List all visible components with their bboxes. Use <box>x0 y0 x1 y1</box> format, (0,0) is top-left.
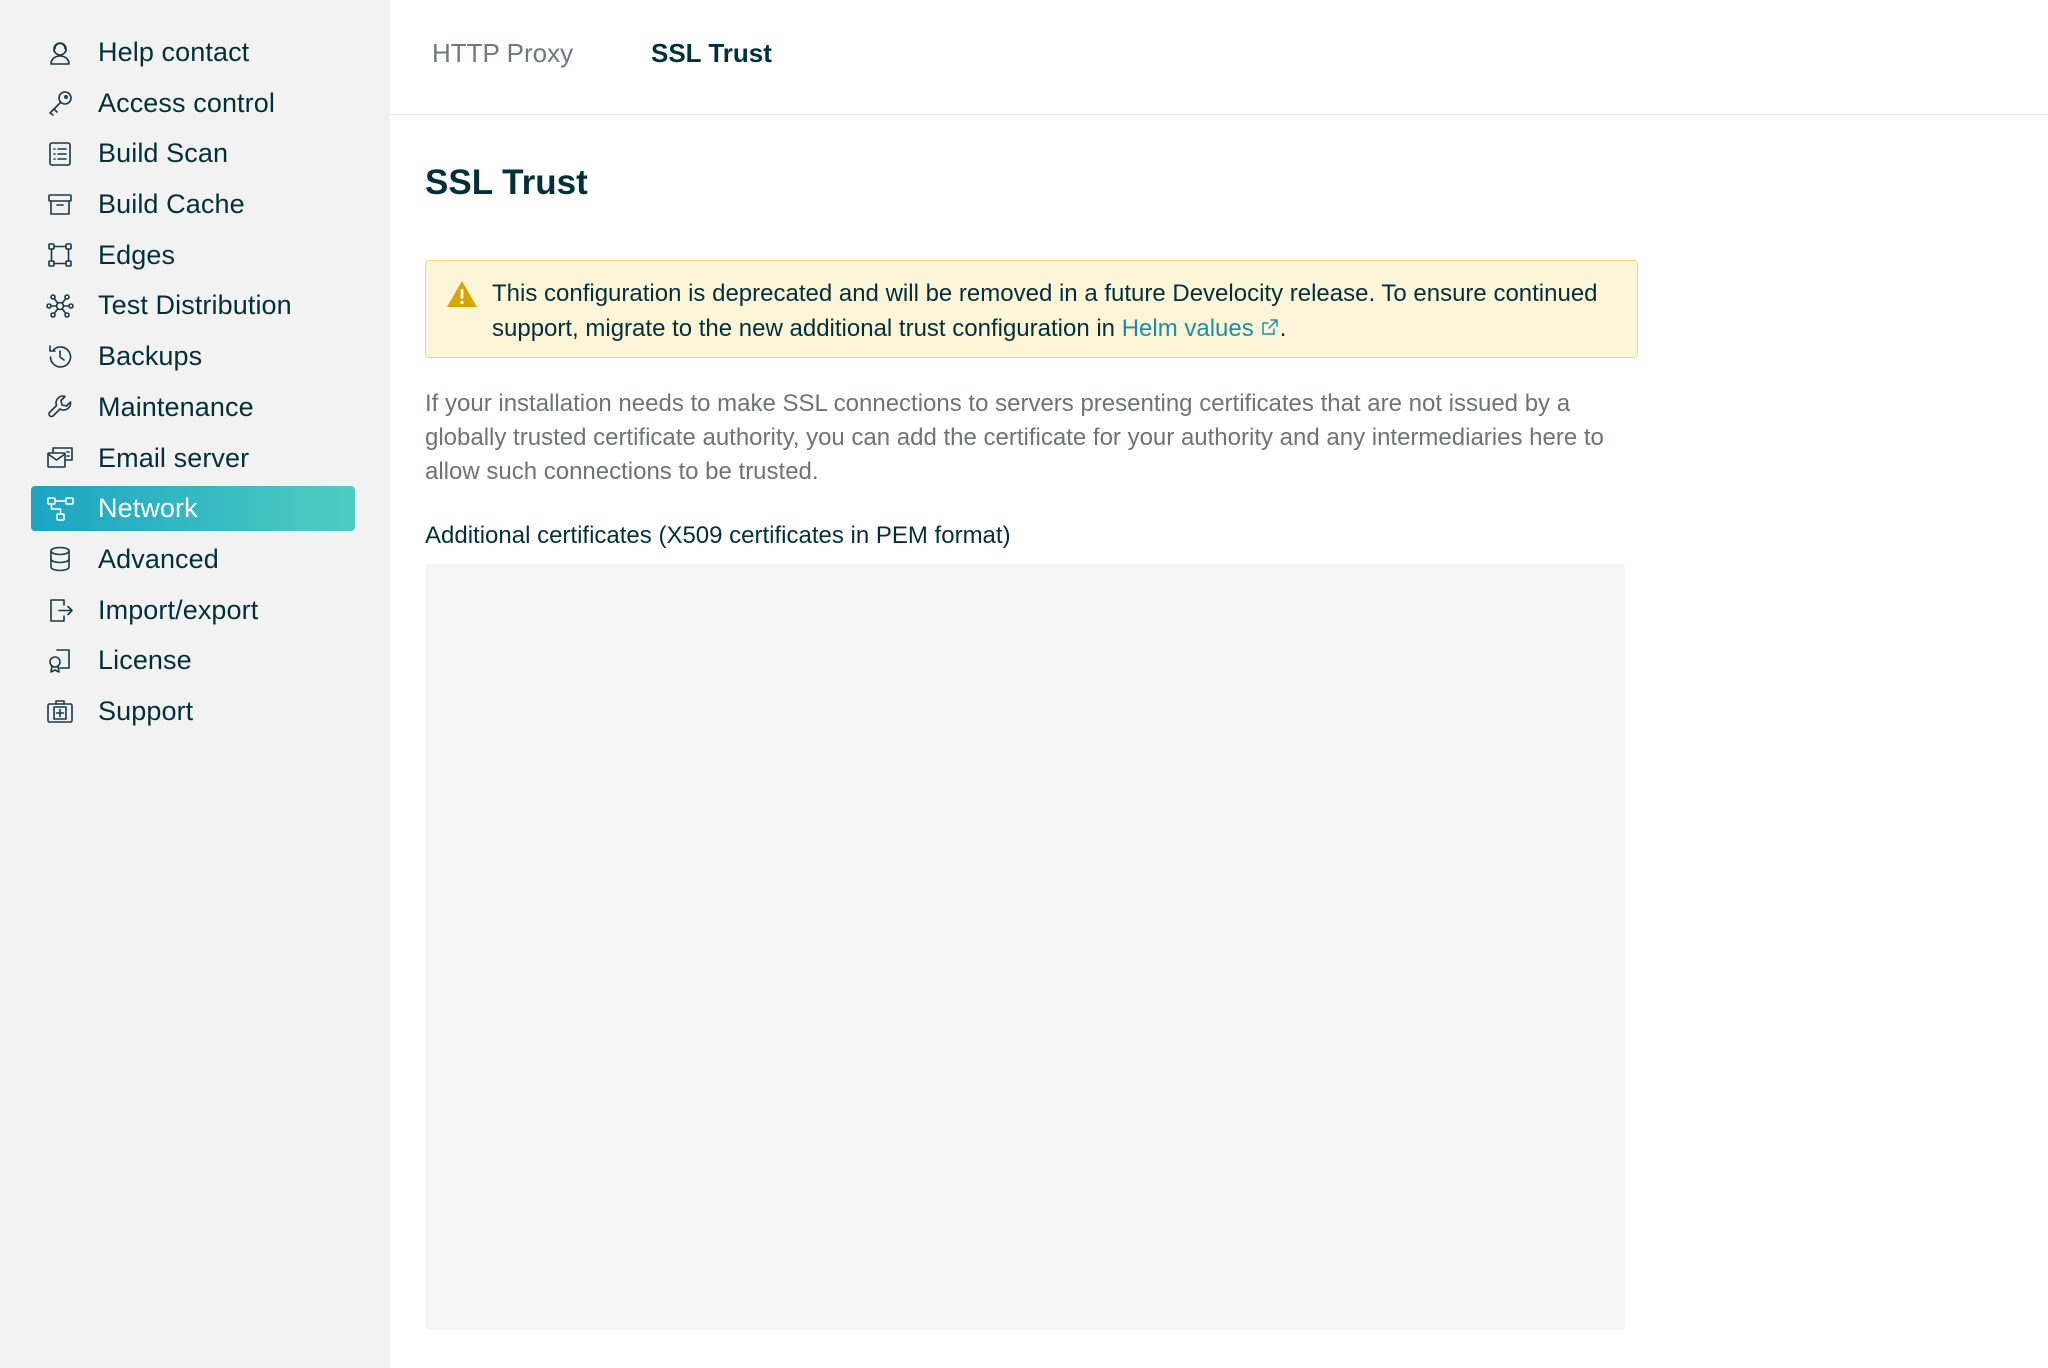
network-icon <box>45 494 75 524</box>
sidebar-item-label: Backups <box>98 341 203 372</box>
wrench-icon <box>45 392 75 422</box>
distribution-icon <box>45 291 75 321</box>
external-link-icon <box>1260 317 1280 337</box>
warning-text <box>492 276 1622 346</box>
sidebar-item-advanced[interactable] <box>31 537 355 582</box>
archive-icon <box>45 190 75 220</box>
history-icon <box>45 342 75 372</box>
sidebar-item-label: Network <box>98 493 198 524</box>
sidebar-item-label: Email server <box>98 442 250 473</box>
sidebar-item-label: Maintenance <box>98 391 254 422</box>
sidebar-item-help-contact[interactable] <box>31 30 355 75</box>
license-icon <box>45 646 75 676</box>
helm-values-link-label: Helm values <box>1121 315 1254 342</box>
certificates-textarea[interactable] <box>425 564 1625 1330</box>
sidebar-item-label: Build Scan <box>98 138 229 169</box>
sidebar-item-label: Help contact <box>98 37 250 67</box>
sidebar-item-license[interactable] <box>31 638 355 683</box>
edges-icon <box>45 240 75 270</box>
database-icon <box>45 544 75 574</box>
sidebar-item-label: Advanced <box>98 543 219 574</box>
sidebar-item-support[interactable] <box>31 689 355 734</box>
tab-ssl-trust[interactable]: SSL Trust <box>651 38 772 68</box>
sidebar-item-build-cache[interactable] <box>31 182 355 227</box>
sidebar-item-label: Build Cache <box>98 189 245 220</box>
warning-icon <box>446 279 478 309</box>
sidebar-item-label: Edges <box>98 239 176 270</box>
warning-text-end: . <box>1279 315 1287 342</box>
page-title: SSL Trust <box>425 163 588 202</box>
help-contact-icon <box>45 38 75 68</box>
certificates-label: Additional certificates (X509 certificates in PEM format) <box>425 522 1011 549</box>
ssl-trust-description: If your installation needs to make SSL connections to servers presenting certificates that are not issued by a globally trusted certificate authority, you can add the certificate for your authority and any intermediaries here to allow such connections to be trusted. <box>425 390 1604 485</box>
sidebar-item-label: License <box>98 645 192 676</box>
sidebar-item-label: Access control <box>98 87 275 118</box>
sidebar-nav <box>31 30 355 740</box>
tab-http-proxy[interactable]: HTTP Proxy <box>432 38 574 68</box>
sidebar-item-test-distribution[interactable] <box>31 283 355 328</box>
deprecation-warning <box>425 260 1638 358</box>
sidebar-item-build-scan[interactable] <box>31 131 355 176</box>
sidebar-item-edges[interactable] <box>31 233 355 278</box>
helm-values-link[interactable] <box>1122 315 1280 342</box>
key-icon <box>45 88 75 118</box>
sidebar-item-label: Test Distribution <box>98 290 292 321</box>
sidebar-item-backups[interactable] <box>31 334 355 379</box>
file-export-icon <box>45 595 75 625</box>
sidebar <box>0 0 390 1368</box>
warning-text-main: This configuration is deprecated and will be removed in a future Develocity release. To ensure continued support, migrate to the new additional trust configuration in <box>492 280 1598 342</box>
list-icon <box>45 139 75 169</box>
sidebar-item-label: Import/export <box>98 594 259 625</box>
tab-bar <box>390 0 2048 115</box>
sidebar-item-network[interactable] <box>31 486 355 531</box>
email-server-icon <box>45 443 75 473</box>
medical-kit-icon <box>45 696 75 726</box>
sidebar-item-label: Support <box>98 695 194 726</box>
sidebar-item-access-control[interactable] <box>31 81 355 126</box>
sidebar-item-maintenance[interactable] <box>31 385 355 430</box>
sidebar-item-import-export[interactable] <box>31 588 355 633</box>
sidebar-item-email-server[interactable] <box>31 436 355 481</box>
